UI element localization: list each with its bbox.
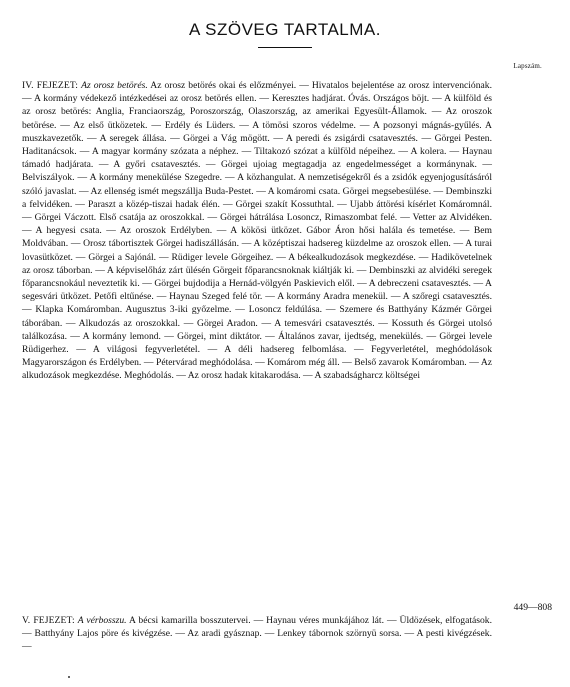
chapter-page-range: 449—808 — [513, 602, 552, 613]
chapter-entry-iv — [22, 79, 492, 609]
chapter-title: Az orosz betörés. — [81, 80, 148, 91]
chapter-summary: A bécsi kamarilla bosszutervei. — Haynau véres munkájához lát. — Üldözések, elfogatások. — Batthyány Lajos pöre és kivégzése. — Az aradi gyásznap. — Lenkey tábornok szörnyü sorsa. — A pesti kivégzések. — — [22, 615, 492, 653]
title-rule — [258, 47, 312, 48]
chapter-label: V. FEJEZET: — [22, 615, 75, 626]
page-title: A SZÖVEG TARTALMA. — [189, 20, 381, 39]
page-number-column-label: Lapszám. — [513, 62, 542, 70]
print-speck — [68, 676, 70, 678]
chapter-summary: Az orosz betörés okai és előzményei. — Hivatalos bejelentése az orosz intervenciónak. — A kormány védekező intézkedései az orosz betörés ellen. — Keresztes hadjárat. Óvás. Országos böjt. — A külföld és az orosz betörés: Anglia, Franciaország, Poroszország, Olaszország, az amerikai Egyesült-Államok. — Az oroszok betörése. — Az első ütközetek. — Erdély és Lüders. — A tömösi szoros védelme. — A pozsonyi mágnás-gyűlés. A muszkavezetők. — A seregek állása. — Görgei a Vág mögött. — A peredi és zsigárdi csatavesztés. — Görgei Pesten. Haditanácsok. — A magyar kormány szózata a néphez. — Tiltakozó szózat a külföld népeihez. — A kolera. — Haynau támadó hadjárata. — A győri csatavesztés. — Görgei ujoiag megtagadja az engedelmességet a kormánynak. — Belviszályok. — A kormány menekülése Szegedre. — A közhangulat. A nemzetiségekről és a zsidók egyenjogusításáról szóló javaslat. — Az ellenség ismét megszállja Buda-Pestet. — A komáromi csata. Görgei megsebesülése. — Dembinszki a felvidéken. — Paraszt a közép-tiszai hadak élén. — Görgei szakít Kossuthtal. — Ujabb áttörési kísérlet Komáromnál. — Görgei Váczott. Első csatája az oroszokkal. — Görgei hátrálása Losoncz, Rimaszombat felé. — Vetter az Alvidéken. — A hegyesi csata. — Az oroszok Erdélyben. — A kökösi ütközet. Gábor Áron hősi halála és temetése. — Bem Moldvában. — Orosz tábortisztek Görgei hadiszállásán. — A középtiszai hadsereg küzdelme az oroszok ellen. — A turai lovasütközet. — Görgei a Sajónál. — Rüdiger levele Görgeihez. — A békealkudozások megkezdése. — Hadikövetelnek az orosz táborban. — A képviselőház zárt ülésén Görgeit főparancsnoknak kiáltják ki. — Dembinszki az alvidéki seregek főparancsnokául neveztetik ki. — Görgei bujdodija a Hernád-völgyén Paskievich elől. — A debreczeni csatavesztés. — A segesvári ütközet. Petőfi eltűnése. — Haynau Szeged felé tör. — A kormány Aradra menekül. — A szőregi csatavesztés. — Klapka Komáromban. Augusztus 3-iki győzelme. — Losoncz feldúlása. — Szemere és Batthyány Kázmér Görgei táborában. — Alkudozás az oroszokkal. — Görgei Aradon. — A temesvári csatavesztés. — Kossuth és Görgei utolsó találkozása. — A kormány lemond. — Görgei, mint diktátor. — Általános zavar, ijedtség, menekülés. — Görgei levele Rüdigerhez. — A világosi fegyverletétel. — A déli hadsereg felbomlása. — Fegyverletétel, meghódolások Magyarországon és Erdélyben. — Pétervárad meghódolása. — Komárom még áll. — Belső zavarok Komáromban. — Az alkudozások megkezdése. Meghódolás. — Az orosz hadak kitakarodása. — A szabadságharcz költségei — [22, 80, 492, 382]
chapter-label: IV. FEJEZET: — [22, 80, 79, 91]
chapter-entry-v — [22, 614, 492, 659]
chapter-title: A vérbosszu. — [77, 615, 127, 626]
